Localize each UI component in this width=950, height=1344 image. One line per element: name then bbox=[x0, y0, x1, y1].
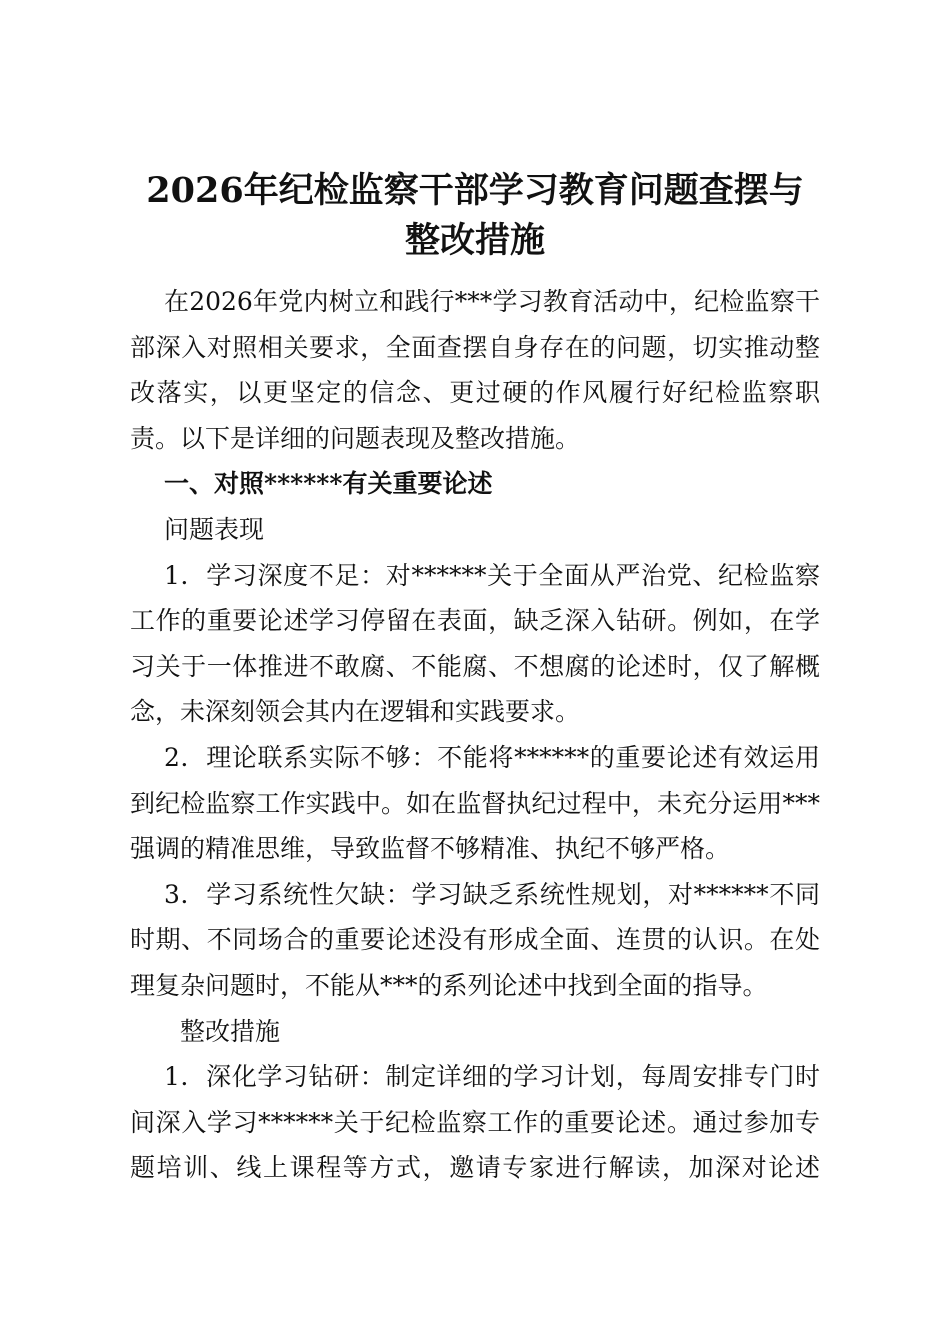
measure-item-1 bbox=[130, 1054, 820, 1191]
document-title-line-1: 2026年纪检监察干部学习教育问题查摆与 bbox=[146, 170, 804, 211]
text-line: 工作的重要论述学习停留在表面，缺乏深入钻研。例如，在学 bbox=[130, 606, 820, 636]
text-line: 念，未深刻领会其内在逻辑和实践要求。 bbox=[130, 697, 581, 727]
problem-item-1 bbox=[130, 553, 820, 735]
text-line: 到纪检监察工作实践中。如在监督执纪过程中，未充分运用*** bbox=[130, 788, 820, 818]
document-body bbox=[130, 279, 820, 1191]
text-line: 2．理论联系实际不够：不能将******的重要论述有效运用 bbox=[164, 742, 820, 772]
subheading-measures: 整改措施 bbox=[180, 1016, 281, 1046]
text-line: 改落实，以更坚定的信念、更过硬的作风履行好纪检监察职 bbox=[130, 378, 820, 408]
text-line: 理复杂问题时，不能从***的系列论述中找到全面的指导。 bbox=[130, 970, 768, 1000]
text-line: 1．学习深度不足：对******关于全面从严治党、纪检监察 bbox=[164, 560, 820, 590]
section-heading: 一、对照******有关重要论述 bbox=[164, 469, 493, 499]
text-line: 在2026年党内树立和践行***学习教育活动中，纪检监察干 bbox=[164, 287, 820, 316]
text-line: 强调的精准思维，导致监督不够精准、执纪不够严格。 bbox=[130, 834, 731, 864]
text-line: 习关于一体推进不敢腐、不能腐、不想腐的论述时，仅了解概 bbox=[130, 651, 820, 681]
text-line: 责。以下是详细的问题表现及整改措施。 bbox=[130, 423, 581, 453]
text-line: 1．深化学习钻研：制定详细的学习计划，每周安排专门时 bbox=[164, 1062, 820, 1092]
text-line: 题培训、线上课程等方式，邀请专家进行解读，加深对论述 bbox=[130, 1153, 820, 1183]
subheading-problems: 问题表现 bbox=[164, 514, 265, 544]
problem-item-2 bbox=[130, 735, 820, 872]
intro-paragraph bbox=[130, 279, 820, 461]
text-line: 间深入学习******关于纪检监察工作的重要论述。通过参加专 bbox=[130, 1107, 820, 1137]
text-line: 3．学习系统性欠缺：学习缺乏系统性规划，对******不同 bbox=[164, 879, 820, 909]
text-line: 部深入对照相关要求，全面查摆自身存在的问题，切实推动整 bbox=[130, 332, 820, 362]
problem-item-3 bbox=[130, 872, 820, 1009]
text-line: 时期、不同场合的重要论述没有形成全面、连贯的认识。在处 bbox=[130, 925, 820, 955]
document-title-line-2: 整改措施 bbox=[404, 220, 545, 261]
